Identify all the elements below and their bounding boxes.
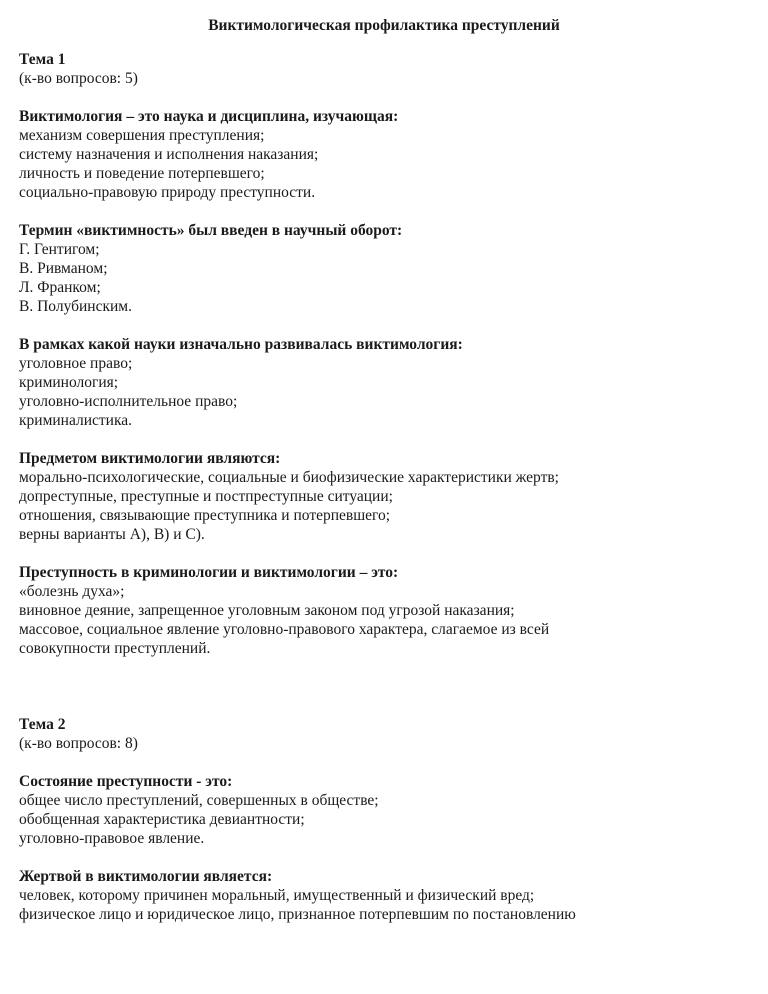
answer-option: криминология; — [19, 374, 119, 391]
answer-option: социально-правовую природу преступности. — [19, 184, 316, 201]
answer-option: массовое, социальное явление уголовно-правового характера, слагаемое из всей — [19, 621, 550, 638]
answer-option: уголовное право; — [19, 355, 133, 372]
question-block — [19, 107, 749, 202]
question-block — [19, 335, 749, 430]
answer-option: криминалистика. — [19, 412, 133, 429]
answer-option: Г. Гентигом; — [19, 241, 100, 258]
answer-option: уголовно-исполнительное право; — [19, 393, 238, 410]
topic-1 — [19, 50, 749, 658]
question-text: Преступность в криминологии и виктимологии – это: — [19, 564, 399, 581]
question-text: В рамках какой науки изначально развивалась виктимология: — [19, 336, 463, 353]
answer-option: механизм совершения преступления; — [19, 127, 265, 144]
question-block — [19, 449, 749, 544]
question-text: Состояние преступности - это: — [19, 773, 233, 790]
document-title: Виктимологическая профилактика преступлений — [208, 17, 560, 34]
answer-option: виновное деяние, запрещенное уголовным законом под угрозой наказания; — [19, 602, 515, 619]
answer-option: уголовно-правовое явление. — [19, 830, 205, 847]
answer-option: морально-психологические, социальные и биофизические характеристики жертв; — [19, 469, 559, 486]
answer-option: «болезнь духа»; — [19, 583, 125, 600]
question-text: Виктимология – это наука и дисциплина, изучающая: — [19, 108, 399, 125]
topic-2 — [19, 715, 749, 924]
answer-option: общее число преступлений, совершенных в обществе; — [19, 792, 379, 809]
answer-option: верны варианты А), В) и С). — [19, 526, 205, 543]
answer-option: человек, которому причинен моральный, имущественный и физический вред; — [19, 887, 535, 904]
topic-heading: Тема 1 — [19, 51, 66, 68]
answer-option: физическое лицо и юридическое лицо, признанное потерпевшим по постановлению — [19, 906, 576, 923]
answer-option: обобщенная характеристика девиантности; — [19, 811, 305, 828]
answer-option: отношения, связывающие преступника и потерпевшего; — [19, 507, 391, 524]
question-block — [19, 563, 749, 658]
question-block — [19, 867, 749, 924]
question-text: Термин «виктимность» был введен в научный оборот: — [19, 222, 403, 239]
answer-option: личность и поведение потерпевшего; — [19, 165, 265, 182]
question-text: Жертвой в виктимологии является: — [19, 868, 273, 885]
answer-option: совокупности преступлений. — [19, 640, 211, 657]
topic-question-count: (к-во вопросов: 8) — [19, 735, 138, 752]
topic-question-count: (к-во вопросов: 5) — [19, 70, 138, 87]
question-text: Предметом виктимологии являются: — [19, 450, 281, 467]
question-block — [19, 221, 749, 316]
answer-option: В. Полубинским. — [19, 298, 132, 315]
answer-option: В. Ривманом; — [19, 260, 108, 277]
question-block — [19, 772, 749, 848]
answer-option: допреступные, преступные и постпреступные ситуации; — [19, 488, 393, 505]
topic-heading: Тема 2 — [19, 716, 66, 733]
document-page — [19, 16, 749, 924]
answer-option: систему назначения и исполнения наказания; — [19, 146, 319, 163]
answer-option: Л. Франком; — [19, 279, 101, 296]
